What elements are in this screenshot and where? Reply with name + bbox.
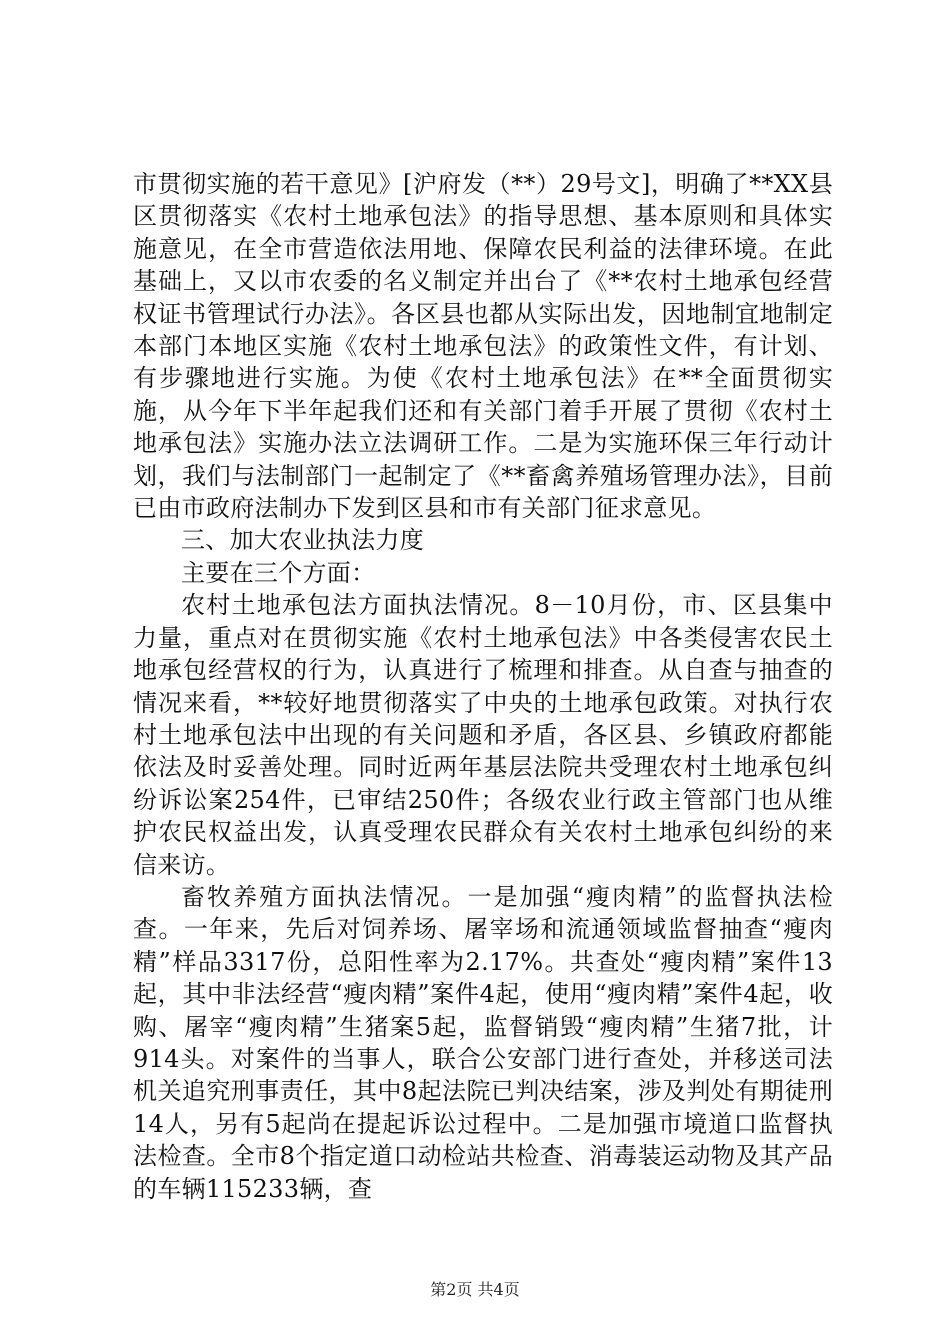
document-body: [133, 168, 833, 1205]
paragraph-livestock: 畜牧养殖方面执法情况。一是加强“瘦肉精”的监督执法检查。一年来，先后对饲养场、屠宰场和流通领域监督抽查“瘦肉精”样品3317份，总阳性率为2.17%。共查处“瘦肉精”案件13起，其中非法经营“瘦肉精”案件4起，使用“瘦肉精”案件4起，收购、屠宰“瘦肉精”生猪案5起，监督销毁“瘦肉精”生猪7批，计914头。对案件的当事人，联合公安部门进行查处，并移送司法机关追究刑事责任，其中8起法院已判决结案，涉及判处有期徒刑14人，另有5起尚在提起诉讼过程中。二是加强市境道口监督执法检查。全市8个指定道口动检站共检查、消毒装运动物及其产品的车辆115233辆，查: [133, 882, 833, 1203]
paragraph-intro: 主要在三个方面：: [181, 558, 376, 587]
paragraph-1: 市贯彻实施的若干意见》[沪府发（**）29号文]，明确了**XX县区贯彻落实《农村土地承包法》的指导思想、基本原则和具体实施意见，在全市营造依法用地、保障农民利益的法律环境。在此基础上，又以市农委的名义制定并出台了《**农村土地承包经营权证书管理试行办法》。各区县也都从实际出发，因地制宜地制定本部门本地区实施《农村土地承包法》的政策性文件，有计划、有步骤地进行实施。为使《农村土地承包法》在**全面贯彻实施，从今年下半年起我们还和有关部门着手开展了贯彻《农村土地承包法》实施办法立法调研工作。二是为实施环保三年行动计划，我们与法制部门一起制定了《**畜禽养殖场管理办法》，目前已由市政府法制办下发到区县和市有关部门征求意见。: [133, 170, 833, 523]
page-footer: 第2页 共4页: [430, 1280, 520, 1299]
section-heading: 三、加大农业执法力度: [181, 526, 424, 555]
paragraph-land-contract: 农村土地承包法方面执法情况。8－10月份，市、区县集中力量，重点对在贯彻实施《农村土地承包法》中各类侵害农民土地承包经营权的行为，认真进行了梳理和排查。从自查与抽查的情况来看，**较好地贯彻落实了中央的土地承包政策。对执行农村土地承包法中出现的有关问题和矛盾，各区县、乡镇政府都能依法及时妥善处理。同时近两年基层法院共受理农村土地承包纠纷诉讼案254件，已审结250件；各级农业行政主管部门也从维护农民权益出发，认真受理农民群众有关农村土地承包纠纷的来信来访。: [133, 591, 833, 879]
